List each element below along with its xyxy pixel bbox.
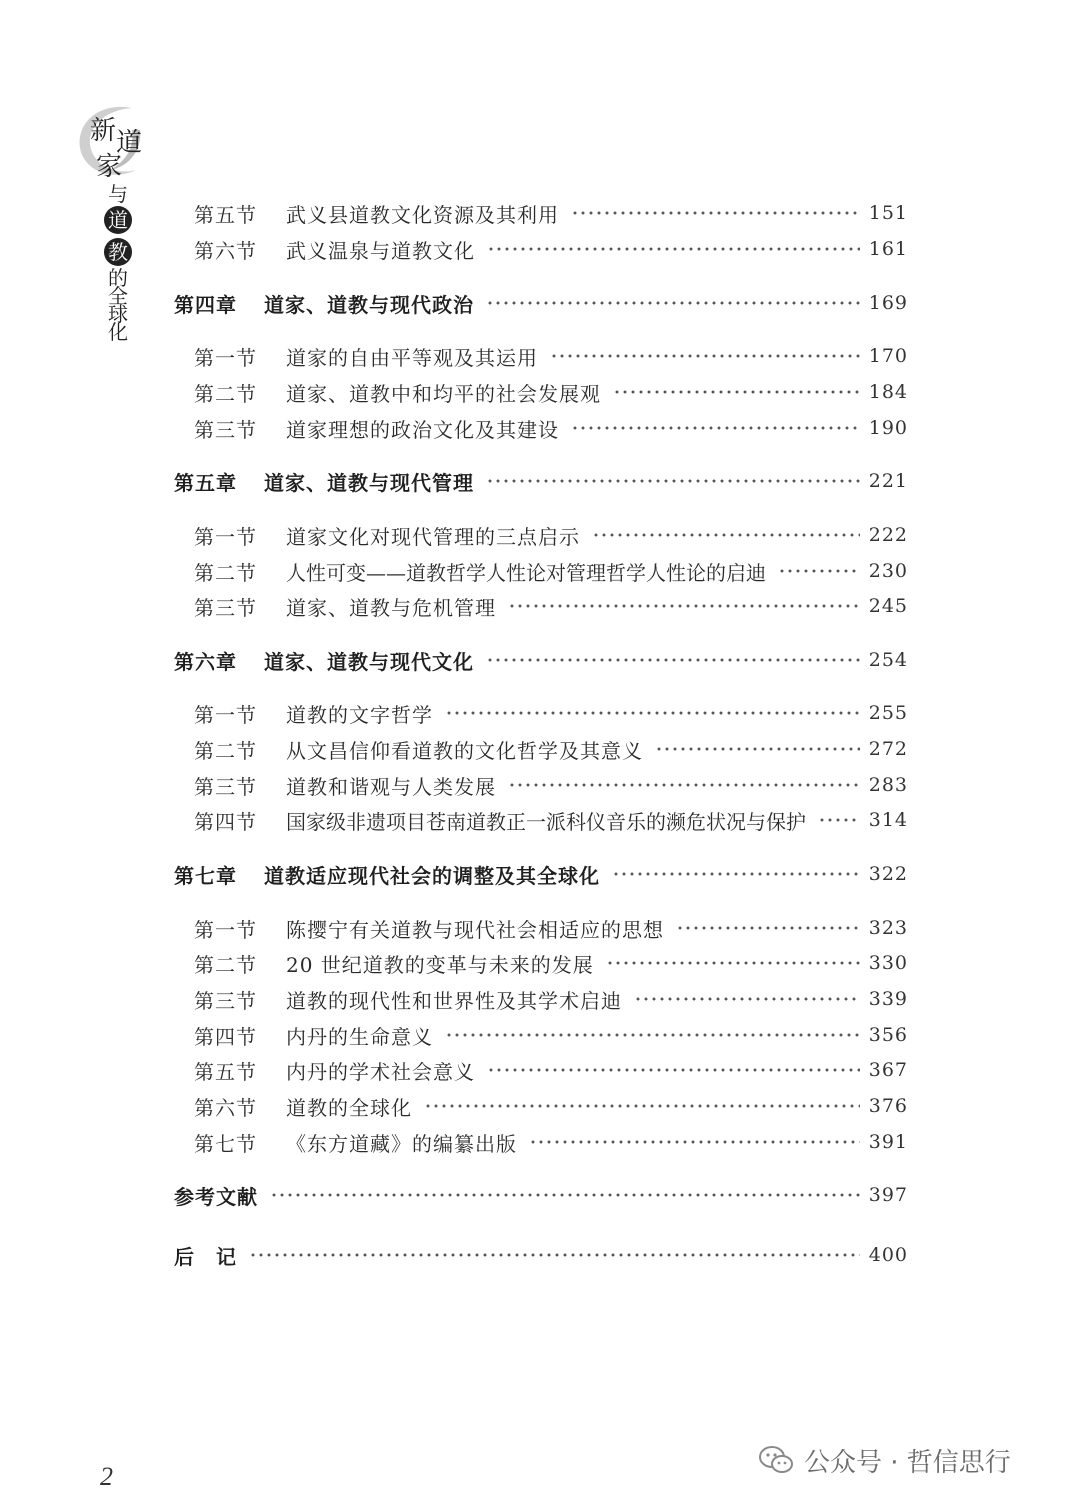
toc-entry-title: 陈撄宁有关道教与现代社会相适应的思想 — [286, 917, 664, 942]
toc-entry-page: 283 — [868, 774, 908, 796]
dot-leader — [778, 569, 860, 573]
toc-entry-title: 《东方道藏》的编纂出版 — [286, 1131, 517, 1156]
toc-chapter-page: 169 — [868, 292, 908, 314]
dot-leader — [486, 301, 860, 305]
toc-chapter-page: 400 — [868, 1244, 908, 1266]
dot-leader — [486, 658, 860, 662]
toc-entry-page: 170 — [868, 345, 908, 367]
toc-entry-page: 314 — [868, 809, 908, 831]
toc-chapter — [174, 285, 908, 321]
toc-entry-title: 道教的现代性和世界性及其学术启迪 — [286, 988, 622, 1013]
toc-entry-page: 151 — [868, 202, 908, 224]
toc-chapter — [174, 1177, 908, 1213]
toc-entry — [194, 1017, 908, 1053]
toc-entry-title: 道家文化对现代管理的三点启示 — [286, 524, 580, 549]
dot-leader — [249, 1253, 860, 1257]
toc-entry-page: 161 — [868, 238, 908, 260]
toc-entry-title: 道家、道教中和均平的社会发展观 — [286, 381, 601, 406]
toc-entry-title: 20 世纪道教的变革与未来的发展 — [286, 952, 594, 977]
toc-entry-page: 184 — [868, 381, 908, 403]
toc-entry — [194, 231, 908, 267]
toc-entry-label: 第七节 — [194, 1131, 257, 1156]
toc-entry-title: 人性可变——道教哲学人性论对管理哲学人性论的启迪 — [286, 560, 766, 585]
toc-entry — [194, 1052, 908, 1088]
toc-entry — [194, 410, 908, 446]
logo-char: 化 — [108, 320, 128, 344]
dot-leader — [612, 872, 860, 876]
toc-entry-title: 道教和谐观与人类发展 — [286, 774, 496, 799]
toc-entry-title: 从文昌信仰看道教的文化哲学及其意义 — [286, 738, 643, 763]
toc-entry-label: 第一节 — [194, 345, 257, 370]
dot-leader — [571, 426, 860, 430]
toc-entry-label: 第三节 — [194, 988, 257, 1013]
toc-entry — [194, 517, 908, 553]
toc-chapter-page: 254 — [868, 649, 908, 671]
toc-entry-label: 第五节 — [194, 202, 257, 227]
toc-chapter-label: 第四章 — [174, 292, 237, 317]
dot-leader — [445, 1033, 860, 1037]
toc-chapter-title: 道教适应现代社会的调整及其全球化 — [264, 863, 600, 888]
logo-char: 的 — [108, 266, 128, 290]
toc-entry-label: 第四节 — [194, 1024, 257, 1049]
dot-leader — [550, 354, 860, 358]
logo-char: 家 — [96, 152, 123, 182]
dot-leader — [487, 247, 860, 251]
logo-char: 道 — [104, 206, 132, 234]
toc-entry — [194, 1088, 908, 1124]
toc-entry-label: 第六节 — [194, 1095, 257, 1120]
toc-entry-title: 武义县道教文化资源及其利用 — [286, 202, 559, 227]
toc-chapter-label: 第六章 — [174, 649, 237, 674]
toc-entry-page: 323 — [868, 917, 908, 939]
toc-entry-title: 道教的全球化 — [286, 1095, 412, 1120]
dot-leader — [487, 1068, 860, 1072]
logo-char: 球 — [108, 302, 128, 326]
toc-entry-title: 内丹的生命意义 — [286, 1024, 433, 1049]
toc-entry-label: 第一节 — [194, 702, 257, 727]
toc-entry-title: 内丹的学术社会意义 — [286, 1059, 475, 1084]
toc-entry-page: 339 — [868, 988, 908, 1010]
toc-entry-page: 376 — [868, 1095, 908, 1117]
dot-leader — [445, 711, 860, 715]
toc-entry-label: 第一节 — [194, 524, 257, 549]
book-title-logo — [70, 100, 150, 344]
toc-entry — [194, 338, 908, 374]
toc-entry-label: 第五节 — [194, 1059, 257, 1084]
toc-entry — [194, 1124, 908, 1160]
toc-entry-label: 第三节 — [194, 595, 257, 620]
toc-entry-label: 第四节 — [194, 809, 257, 834]
page-number: 2 — [100, 1462, 113, 1491]
toc-chapter — [174, 463, 908, 499]
toc-entry-label: 第三节 — [194, 417, 257, 442]
toc-chapter — [174, 856, 908, 892]
logo-char: 道 — [116, 128, 143, 158]
toc-chapter-label: 第七章 — [174, 863, 237, 888]
toc-entry-page: 230 — [868, 560, 908, 582]
toc-entry-label: 第二节 — [194, 738, 257, 763]
toc-entry-label: 第二节 — [194, 381, 257, 406]
dot-leader — [592, 533, 860, 537]
toc-entry-title: 道家、道教与危机管理 — [286, 595, 496, 620]
toc-entry — [194, 981, 908, 1017]
logo-char: 与 — [108, 182, 128, 206]
toc-entry-title: 武义温泉与道教文化 — [286, 238, 475, 263]
dot-leader — [508, 604, 860, 608]
toc-entry — [194, 767, 908, 803]
logo-char: 新 — [90, 116, 117, 146]
dot-leader — [613, 390, 860, 394]
toc-chapter-title: 道家、道教与现代政治 — [264, 292, 474, 317]
dot-leader — [606, 961, 860, 965]
dot-leader — [655, 747, 860, 751]
dot-leader — [571, 211, 860, 215]
toc-chapter-label: 后 记 — [174, 1244, 237, 1269]
toc-entry — [194, 731, 908, 767]
toc-entry-page: 356 — [868, 1024, 908, 1046]
toc-chapter-page: 397 — [868, 1184, 908, 1206]
toc-entry — [194, 195, 908, 231]
toc-entry — [194, 910, 908, 946]
dot-leader — [818, 818, 860, 822]
toc-entry — [194, 945, 908, 981]
toc-chapter-label: 第五章 — [174, 470, 237, 495]
toc-chapter — [174, 642, 908, 678]
toc-entry — [194, 695, 908, 731]
logo-char: 教 — [104, 238, 132, 266]
dot-leader — [676, 926, 860, 930]
dot-leader — [486, 479, 860, 483]
toc-chapter-label: 参考文献 — [174, 1184, 258, 1209]
toc-entry — [194, 802, 908, 838]
dot-leader — [424, 1104, 860, 1108]
toc-chapter-page: 221 — [868, 470, 908, 492]
toc-entry-page: 391 — [868, 1131, 908, 1153]
toc-entry-label: 第六节 — [194, 238, 257, 263]
toc-chapter-title: 道家、道教与现代文化 — [264, 649, 474, 674]
toc-entry-label: 第三节 — [194, 774, 257, 799]
toc-entry-page: 190 — [868, 417, 908, 439]
watermark-text: 公众号 · 哲信思行 — [804, 1447, 1011, 1478]
toc-entry-title: 道家理想的政治文化及其建设 — [286, 417, 559, 442]
dot-leader — [634, 997, 860, 1001]
toc-chapter — [174, 1237, 908, 1273]
toc-entry — [194, 374, 908, 410]
toc-entry-label: 第一节 — [194, 917, 257, 942]
toc-entry-page: 367 — [868, 1059, 908, 1081]
dot-leader — [529, 1140, 860, 1144]
toc-chapter-page: 322 — [868, 863, 908, 885]
toc-entry-label: 第二节 — [194, 952, 257, 977]
toc-entry-page: 255 — [868, 702, 908, 724]
toc-entry-title: 国家级非遗项目苍南道教正一派科仪音乐的濒危状况与保护 — [286, 809, 806, 834]
toc-chapter-title: 道家、道教与现代管理 — [264, 470, 474, 495]
toc-entry-page: 330 — [868, 952, 908, 974]
toc-entry-title: 道教的文字哲学 — [286, 702, 433, 727]
toc-entry-title: 道家的自由平等观及其运用 — [286, 345, 538, 370]
dot-leader — [508, 783, 860, 787]
dot-leader — [270, 1193, 860, 1197]
toc-entry-label: 第二节 — [194, 560, 257, 585]
toc-entry — [194, 553, 908, 589]
watermark — [758, 1440, 1011, 1480]
toc-entry-page: 245 — [868, 595, 908, 617]
logo-char: 全 — [108, 284, 128, 308]
toc-entry — [194, 588, 908, 624]
toc-entry-page: 272 — [868, 738, 908, 760]
toc-entry-page: 222 — [868, 524, 908, 546]
wechat-icon — [758, 1445, 794, 1475]
